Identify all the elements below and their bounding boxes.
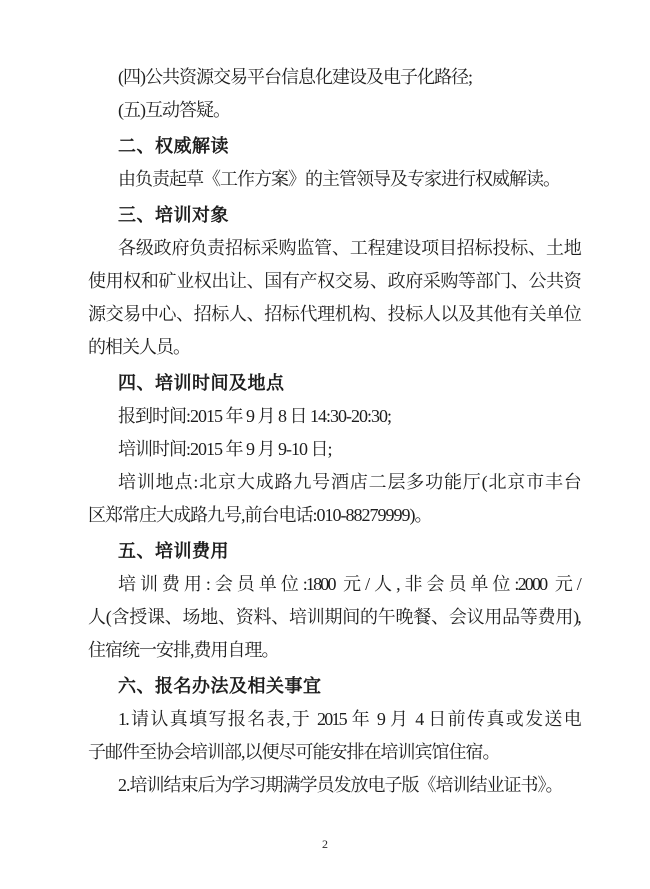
- text-line: 培训费用:会员单位:1800 元/人,非会员单位:2000 元/: [118, 574, 580, 594]
- text-line: 区郑常庄大成路九号,前台电话:010-88279999)。: [88, 505, 432, 525]
- text-line: (四)公共资源交易平台信息化建设及电子化路径;: [118, 67, 472, 87]
- text-line: 1.请认真填写报名表,于 2015 年 9 月 4 日前传真或发送电: [118, 709, 580, 729]
- text-line: 培训地点:北京大成路九号酒店二层多功能厅(北京市丰台: [118, 472, 580, 492]
- section-heading: 三、培训对象: [118, 205, 229, 225]
- text-line: 子邮件至协会培训部,以便尽可能安排在培训宾馆住宿。: [88, 742, 500, 762]
- section-heading: 六、报名办法及相关事宜: [118, 676, 322, 696]
- section-heading: 四、培训时间及地点: [118, 373, 285, 393]
- text-line: 使用权和矿业权出让、国有产权交易、政府采购等部门、公共资: [88, 271, 580, 291]
- text-line: 人(含授课、场地、资料、培训期间的午晚餐、会议用品等费用),: [88, 607, 580, 627]
- page-number: 2: [322, 837, 328, 851]
- section-heading: 五、培训费用: [118, 541, 229, 561]
- section-heading: 二、权威解读: [118, 136, 229, 156]
- text-line: 由负责起草《工作方案》的主管领导及专家进行权威解读。: [118, 169, 560, 189]
- text-line: 的相关人员。: [88, 337, 190, 357]
- text-line: (五)互动答疑。: [118, 100, 230, 120]
- text-line: 各级政府负责招标采购监管、工程建设项目招标投标、土地: [118, 238, 580, 258]
- text-line: 住宿统一安排,费用自理。: [88, 640, 279, 660]
- text-line: 报到时间:2015 年 9 月 8 日 14:30-20:30;: [118, 406, 391, 426]
- text-line: 源交易中心、招标人、招标代理机构、投标人以及其他有关单位: [88, 304, 580, 324]
- text-line: 2.培训结束后为学习期满学员发放电子版《培训结业证书》。: [118, 775, 563, 795]
- text-line: 培训时间:2015 年 9 月 9-10 日;: [118, 439, 332, 459]
